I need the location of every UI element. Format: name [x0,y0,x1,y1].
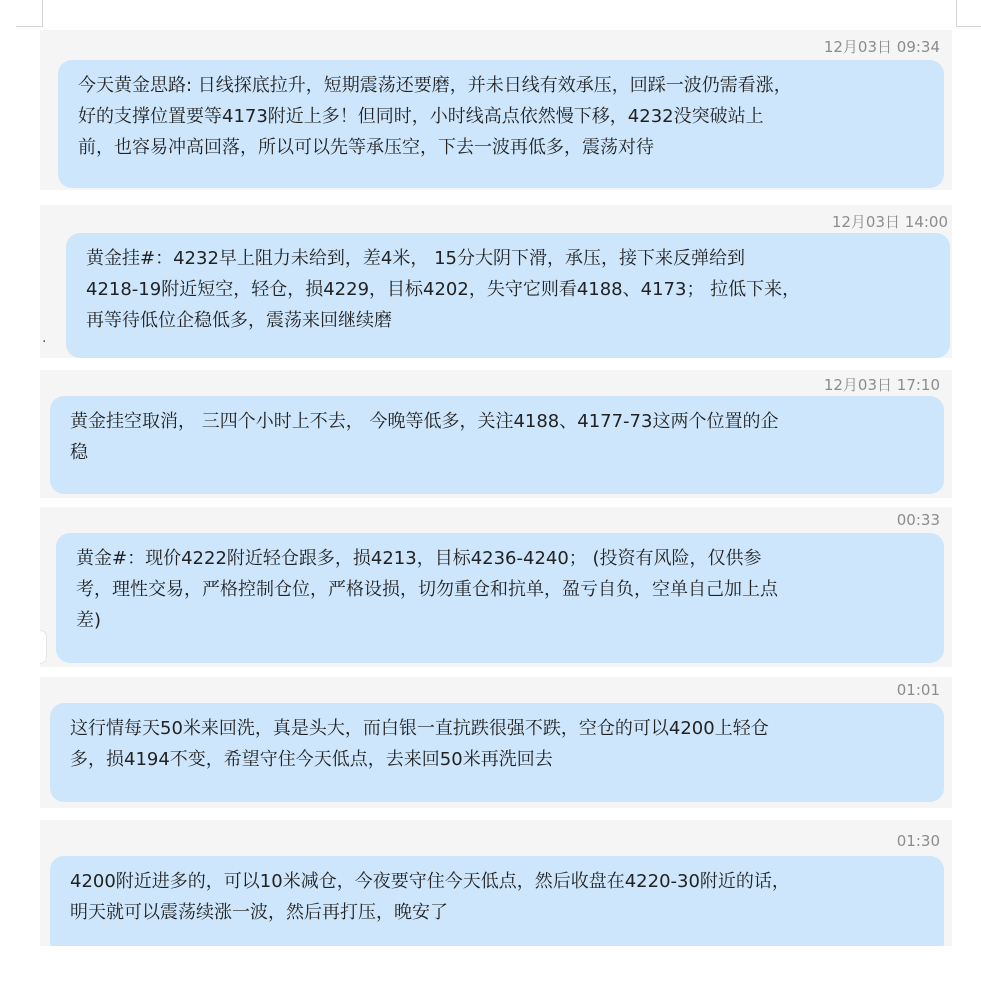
message-timestamp: 00:33 [896,511,940,529]
message-line: 黄金挂#：4232早上阻力未给到，差4米， 15分大阴下滑，承压，接下来反弹给到 [86,248,745,269]
message-card [40,205,952,358]
message-line: 稳 [70,442,88,463]
page-corner-right [956,0,981,27]
message-line: 明天就可以震荡续涨一波，然后再打压，晚安了 [70,902,448,923]
message-line: 黄金#：现价4222附近轻仓跟多，损4213，目标4236-4240； (投资有风险，仅供参 [76,548,762,569]
message-timestamp: 12月03日 17:10 [823,376,940,394]
message-card [40,370,952,498]
message-card [40,30,952,190]
message-line: 考，理性交易，严格控制仓位，严格设损，切勿重仓和抗单，盈亏自负，空单自己加上点 [76,579,778,600]
message-line: 好的支撑位置要等4173附近上多！但同时，小时线高点依然慢下移，4232没突破站上 [78,106,764,127]
page-corner-left [16,0,43,27]
message-bubble[interactable] [50,856,944,946]
message-timestamp: 12月03日 09:34 [823,38,940,56]
message-card [40,507,952,667]
message-line: 这行情每天50米来回洗，真是头大，而白银一直抗跌很强不跌，空仓的可以4200上轻仓 [70,718,769,739]
bubble-tail [40,630,47,664]
message-line: 多，损4194不变，希望守住今天低点，去来回50米再洗回去 [70,749,553,770]
message-line: 黄金挂空取消， 三四个小时上不去， 今晚等低多，关注4188、4177-73这两个位置的企 [70,411,779,432]
message-bubble[interactable] [66,233,950,358]
marker-dot: · [42,334,47,350]
message-card [40,820,952,946]
message-timestamp: 01:30 [896,832,940,850]
message-bubble[interactable] [50,703,944,802]
message-line: 前，也容易冲高回落，所以可以先等承压空，下去一波再低多，震荡对待 [78,137,654,158]
message-line: 今天黄金思路: 日线探底拉升，短期震荡还要磨，并未日线有效承压，回踩一波仍需看涨， [78,75,792,96]
message-timestamp: 12月03日 14:00 [831,213,948,231]
message-bubble[interactable] [58,60,944,188]
message-line: 差) [76,610,102,631]
message-card [40,677,952,808]
message-bubble[interactable] [50,396,944,494]
message-line: 4200附近进多的，可以10米减仓，今夜要守住今天低点，然后收盘在4220-30附近的话， [70,871,790,892]
message-line: 再等待低位企稳低多，震荡来回继续磨 [86,310,392,331]
message-bubble[interactable] [56,533,944,663]
message-line: 4218-19附近短空，轻仓，损4229，目标4202，失守它则看4188、4173； 拉低下来， [86,279,801,300]
message-timestamp: 01:01 [896,681,940,699]
